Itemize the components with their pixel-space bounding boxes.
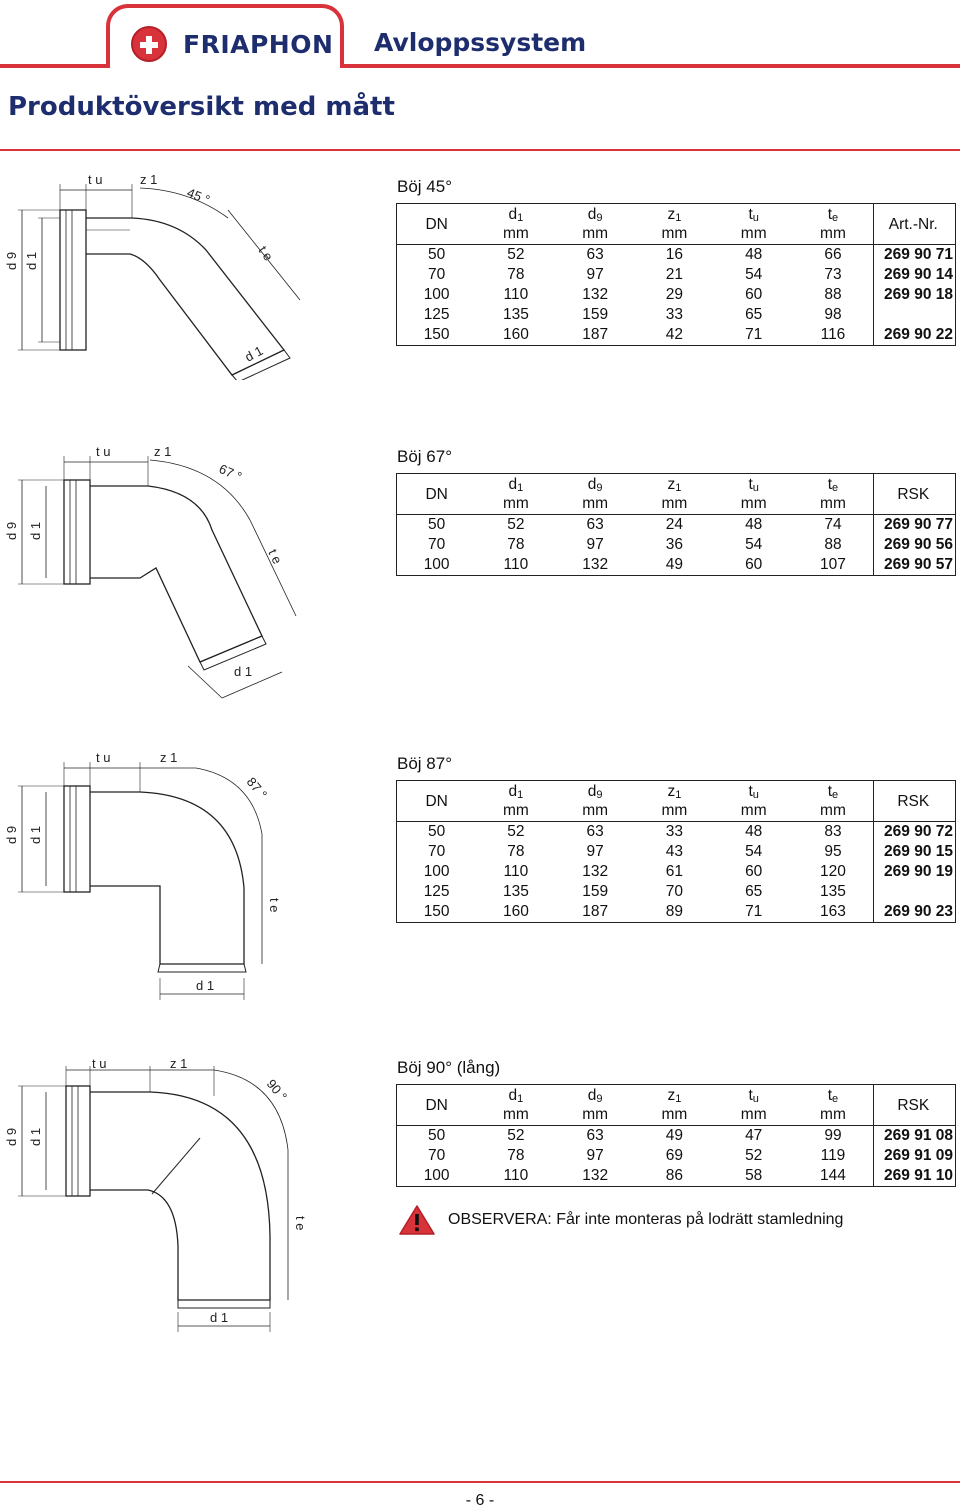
product-title: Böj 45° <box>397 177 453 196</box>
col-dn: DN <box>397 1085 477 1126</box>
footer-rule <box>0 1481 960 1483</box>
table-row <box>397 535 956 555</box>
spec-table <box>396 780 956 923</box>
table-cell: 66 <box>824 246 842 263</box>
col-te: $t_e$ mm <box>793 1085 873 1126</box>
table-cell: 187 <box>556 325 635 346</box>
table-cell: 63 <box>586 516 604 533</box>
table-cell: 160 <box>476 325 555 346</box>
table-cell: 61 <box>665 863 684 880</box>
product-title: Böj 87° <box>397 754 453 773</box>
col-rsk: RSK <box>873 474 955 515</box>
col-te: $t_e$ mm <box>793 204 873 245</box>
article-number-cell <box>873 882 955 902</box>
col-dn: DN <box>397 781 477 822</box>
table-row <box>397 842 956 862</box>
d1-label: d 1 <box>28 1127 43 1146</box>
product-bend-67 <box>396 446 958 576</box>
d9-label: d 9 <box>4 1127 19 1146</box>
table-cell: 58 <box>714 1166 793 1187</box>
table-cell: 65 <box>745 883 763 900</box>
table-cell: 52 <box>507 823 525 840</box>
col-rsk: RSK <box>873 781 955 822</box>
product-title: Böj 67° <box>397 447 453 466</box>
table-cell: 63 <box>586 246 604 263</box>
table-cell: 159 <box>582 306 609 323</box>
table-row <box>397 1126 956 1147</box>
table-row <box>397 285 956 305</box>
table-cell: 125 <box>397 882 477 902</box>
col-d9: $d_9$ mm <box>556 781 635 822</box>
table-cell: 88 <box>824 536 842 553</box>
table-row <box>397 902 956 923</box>
table-row <box>397 1146 956 1166</box>
table-cell: 48 <box>745 246 763 263</box>
d9-label: d 9 <box>4 521 19 540</box>
product-bend-45 <box>396 176 958 346</box>
col-tu: $t_u$ mm <box>714 474 793 515</box>
article-number-cell: 269 90 71 <box>873 245 955 266</box>
table-cell: 73 <box>824 266 842 283</box>
table-cell: 78 <box>507 536 525 553</box>
table-cell: 144 <box>793 1166 873 1187</box>
article-number-cell: 269 90 77 <box>873 515 955 536</box>
table-cell: 78 <box>507 1147 525 1164</box>
header-rule <box>0 149 960 151</box>
table-cell: 49 <box>665 1127 684 1144</box>
table-cell: 33 <box>665 823 684 840</box>
product-bend-87 <box>396 753 958 923</box>
table-cell: 63 <box>586 823 604 840</box>
te-label: t e <box>293 1216 308 1231</box>
angle-label: 87 ° <box>243 774 271 802</box>
d1-label: d 1 <box>24 251 39 270</box>
table-cell: 120 <box>820 863 846 880</box>
article-number-cell <box>873 305 955 325</box>
tu-label: t u <box>88 172 103 187</box>
table-row <box>397 305 956 325</box>
bend-90-long-drawing <box>0 1056 390 1336</box>
table-cell: 132 <box>582 863 609 880</box>
col-z1: $z_1$ mm <box>635 1085 714 1126</box>
bend-87-drawing <box>0 748 390 1008</box>
col-d1: $d_1$ mm <box>476 1085 555 1126</box>
d1-outlet-label: d 1 <box>242 342 266 365</box>
table-cell: 65 <box>745 306 763 323</box>
table-cell: 159 <box>582 883 609 900</box>
table-row <box>397 822 956 843</box>
table-cell: 135 <box>820 883 846 900</box>
col-d9: $d_9$ mm <box>556 1085 635 1126</box>
col-z1: $z_1$ mm <box>635 474 714 515</box>
table-cell: 110 <box>503 863 529 880</box>
table-cell: 60 <box>714 555 793 576</box>
table-cell: 60 <box>745 863 763 880</box>
col-z1: $z_1$ mm <box>635 204 714 245</box>
col-d9: $d_9$ mm <box>556 204 635 245</box>
table-cell: 95 <box>824 843 842 860</box>
table-cell: 60 <box>745 286 763 303</box>
mounting-warning <box>398 1203 843 1237</box>
d1-outlet-label: d 1 <box>196 978 215 993</box>
d9-label: d 9 <box>4 825 19 844</box>
z1-label: z 1 <box>140 172 158 187</box>
z1-label: z 1 <box>160 750 178 765</box>
article-number-cell: 269 90 56 <box>873 535 955 555</box>
col-tu: $t_u$ mm <box>714 781 793 822</box>
d1-outlet-label: d 1 <box>234 664 253 679</box>
z1-label: z 1 <box>170 1056 188 1071</box>
table-cell: 50 <box>397 822 477 843</box>
page-number: - 6 - <box>465 1492 495 1509</box>
table-cell: 132 <box>556 555 635 576</box>
table-cell: 43 <box>665 843 684 860</box>
tu-label: t u <box>96 444 111 459</box>
table-cell: 135 <box>502 883 529 900</box>
table-cell: 70 <box>665 883 684 900</box>
table-cell: 83 <box>824 823 842 840</box>
table-cell: 100 <box>397 862 477 882</box>
tu-label: t u <box>92 1056 107 1071</box>
article-number-cell: 269 91 08 <box>873 1126 955 1147</box>
section-title: Avloppssystem <box>374 28 587 57</box>
table-cell: 63 <box>586 1127 604 1144</box>
table-cell: 50 <box>397 1126 477 1147</box>
d1-label: d 1 <box>28 521 43 540</box>
table-cell: 100 <box>397 285 477 305</box>
table-row <box>397 325 956 346</box>
table-cell: 52 <box>507 246 525 263</box>
d1-label: d 1 <box>28 825 43 844</box>
table-cell: 110 <box>476 1166 555 1187</box>
table-cell: 74 <box>824 516 842 533</box>
spec-table <box>396 473 956 576</box>
article-number-cell: 269 90 15 <box>873 842 955 862</box>
table-cell: 97 <box>586 1147 604 1164</box>
table-cell: 24 <box>665 516 684 533</box>
table-cell: 78 <box>507 266 525 283</box>
table-cell: 47 <box>745 1127 763 1144</box>
article-number-cell: 269 90 22 <box>873 325 955 346</box>
table-cell: 97 <box>586 266 604 283</box>
table-cell: 71 <box>714 325 793 346</box>
table-cell: 100 <box>397 555 477 576</box>
table-cell: 160 <box>476 902 555 923</box>
product-title: Böj 90° (lång) <box>397 1058 501 1077</box>
col-te: $t_e$ mm <box>793 781 873 822</box>
col-d1: $d_1$ mm <box>476 781 555 822</box>
d9-label: d 9 <box>4 251 19 270</box>
table-cell: 49 <box>635 555 714 576</box>
table-cell: 135 <box>502 306 529 323</box>
z1-label: z 1 <box>154 444 172 459</box>
table-cell: 54 <box>745 536 763 553</box>
table-cell: 116 <box>793 325 873 346</box>
article-number-cell: 269 90 19 <box>873 862 955 882</box>
article-number-cell: 269 91 09 <box>873 1146 955 1166</box>
d1-outlet-label: d 1 <box>210 1310 229 1325</box>
angle-label: 90 ° <box>263 1076 291 1104</box>
table-cell: 97 <box>586 843 604 860</box>
table-cell: 71 <box>714 902 793 923</box>
table-cell: 125 <box>397 305 477 325</box>
table-cell: 99 <box>824 1127 842 1144</box>
table-cell: 97 <box>586 536 604 553</box>
table-cell: 110 <box>476 555 555 576</box>
table-cell: 70 <box>397 1146 477 1166</box>
col-rsk: RSK <box>873 1085 955 1126</box>
table-cell: 187 <box>556 902 635 923</box>
warning-text: OBSERVERA: Får inte monteras på lodrätt stamledning <box>448 1211 844 1228</box>
te-label: t e <box>265 546 286 567</box>
te-label: t e <box>255 243 277 264</box>
table-cell: 132 <box>556 1166 635 1187</box>
table-cell: 70 <box>397 265 477 285</box>
col-tu: $t_u$ mm <box>714 1085 793 1126</box>
col-dn: DN <box>397 474 477 515</box>
table-cell: 52 <box>745 1147 763 1164</box>
table-row <box>397 555 956 576</box>
table-cell: 86 <box>635 1166 714 1187</box>
table-cell: 29 <box>665 286 684 303</box>
table-cell: 69 <box>665 1147 684 1164</box>
col-d9: $d_9$ mm <box>556 474 635 515</box>
spec-table <box>396 203 956 346</box>
table-row <box>397 1166 956 1187</box>
table-cell: 163 <box>793 902 873 923</box>
table-cell: 42 <box>635 325 714 346</box>
tu-label: t u <box>96 750 111 765</box>
table-cell: 150 <box>397 325 477 346</box>
table-cell: 89 <box>635 902 714 923</box>
article-number-cell: 269 90 14 <box>873 265 955 285</box>
table-cell: 88 <box>824 286 842 303</box>
table-cell: 150 <box>397 902 477 923</box>
table-cell: 119 <box>820 1147 846 1164</box>
table-cell: 70 <box>397 842 477 862</box>
table-cell: 52 <box>507 1127 525 1144</box>
col-z1: $z_1$ mm <box>635 781 714 822</box>
col-tu: $t_u$ mm <box>714 204 793 245</box>
table-cell: 48 <box>745 823 763 840</box>
page-heading: Produktöversikt med mått <box>8 92 395 122</box>
table-cell: 78 <box>507 843 525 860</box>
angle-label: 45 ° <box>184 184 213 208</box>
table-cell: 132 <box>582 286 609 303</box>
table-row <box>397 882 956 902</box>
table-row <box>397 245 956 266</box>
table-cell: 110 <box>503 286 529 303</box>
table-cell: 50 <box>397 515 477 536</box>
bend-45-drawing <box>0 170 390 380</box>
table-row <box>397 515 956 536</box>
article-number-cell: 269 90 57 <box>873 555 955 576</box>
table-row <box>397 265 956 285</box>
friaphon-cross-logo-icon <box>131 26 167 62</box>
article-number-cell: 269 90 72 <box>873 822 955 843</box>
angle-label: 67 ° <box>216 461 245 485</box>
col-d1: $d_1$ mm <box>476 204 555 245</box>
bend-67-drawing <box>0 440 390 710</box>
product-bend-90-long <box>396 1057 958 1187</box>
article-number-cell: 269 90 23 <box>873 902 955 923</box>
table-cell: 33 <box>665 306 684 323</box>
table-cell: 16 <box>665 246 684 263</box>
col-d1: $d_1$ mm <box>476 474 555 515</box>
table-cell: 98 <box>824 306 842 323</box>
article-number-cell: 269 91 10 <box>873 1166 955 1187</box>
table-cell: 70 <box>397 535 477 555</box>
table-cell: 107 <box>793 555 873 576</box>
table-cell: 52 <box>507 516 525 533</box>
col-te: $t_e$ mm <box>793 474 873 515</box>
brand-name: FRIAPHON <box>183 30 334 59</box>
table-cell: 36 <box>665 536 684 553</box>
table-cell: 54 <box>745 266 763 283</box>
table-cell: 54 <box>745 843 763 860</box>
table-row <box>397 862 956 882</box>
table-cell: 21 <box>665 266 684 283</box>
col-article: Art.-Nr. <box>873 204 955 245</box>
table-cell: 100 <box>397 1166 477 1187</box>
table-cell: 50 <box>397 245 477 266</box>
col-dn: DN <box>397 204 477 245</box>
te-label: t e <box>267 898 282 913</box>
spec-table <box>396 1084 956 1187</box>
article-number-cell: 269 90 18 <box>873 285 955 305</box>
table-cell: 48 <box>745 516 763 533</box>
warning-triangle-icon <box>398 1204 436 1236</box>
